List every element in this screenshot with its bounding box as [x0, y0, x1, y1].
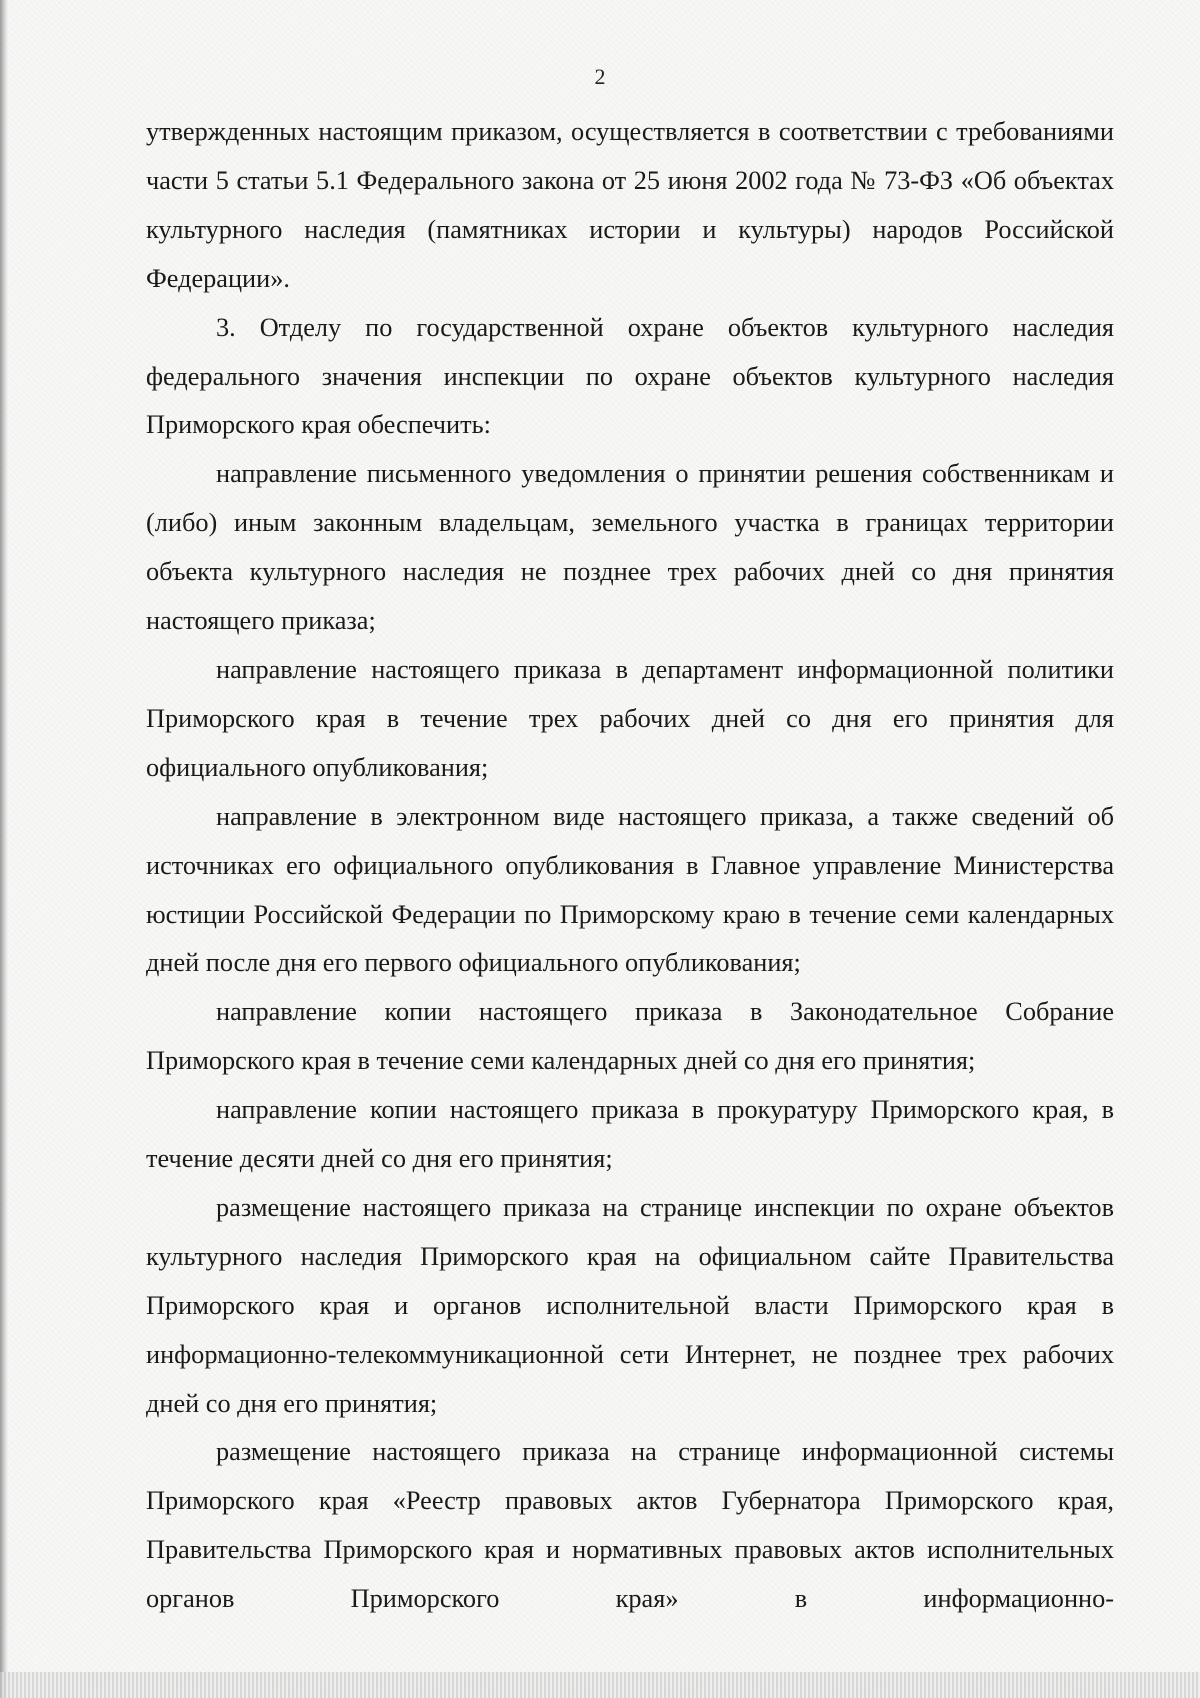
page-number: 2 — [594, 64, 606, 89]
paragraph-legislative-assembly: направление копии настоящего приказа в Законодательное Собрание Приморского края в течение семи календарных дней со дня его принятия; — [146, 997, 1114, 1076]
document-body — [146, 108, 1114, 1624]
paragraph-item-3: 3. Отделу по государственной охране объектов культурного наследия федерального значения инспекции по охране объектов культурного наследия Приморского края обеспечить: — [146, 312, 1114, 440]
paragraph-prosecutor: направление копии настоящего приказа в прокуратуру Приморского края, в течение десяти дней со дня его принятия; — [146, 1095, 1114, 1174]
paragraph-info-policy: направление настоящего приказа в департамент информационной политики Приморского края в течение трех рабочих дней со дня его принятия для официального опубликования; — [146, 654, 1114, 782]
paragraph-notification: направление письменного уведомления о принятии решения собственникам и (либо) иным законным владельцам, земельного участка в границах территории объекта культурного наследия не позднее трех рабочих дней со дня принятия настоящего приказа; — [146, 459, 1114, 636]
paragraph-website: размещение настоящего приказа на странице инспекции по охране объектов культурного наследия Приморского края на официальном сайте Правительства Приморского края и органов исполнительной власти Приморского края в информационно-телекоммуникационной сети Интернет, не позднее трех рабочих дней со дня его принятия; — [146, 1192, 1114, 1418]
scan-left-edge — [0, 0, 8, 1698]
paragraph-registry: размещение настоящего приказа на странице информационной системы Приморского края «Реестр правовых актов Губернатора Приморского края, Правительства Приморского края и нормативных правовых актов исполнительных органов Приморского края» в информационно- — [146, 1437, 1114, 1614]
scan-bottom-edge — [0, 1672, 1200, 1698]
paragraph-ministry-justice: направление в электронном виде настоящего приказа, а также сведений об источниках его официального опубликования в Главное управление Министерства юстиции Российской Федерации по Приморскому краю в течение семи календарных дней после дня его первого официального опубликования; — [146, 801, 1114, 978]
paragraph-continuation: утвержденных настоящим приказом, осуществляется в соответствии с требованиями части 5 статьи 5.1 Федерального закона от 25 июня 2002 года № 73-ФЗ «Об объектах культурного наследия (памятниках истории и культуры) народов Российской Федерации». — [146, 117, 1114, 293]
